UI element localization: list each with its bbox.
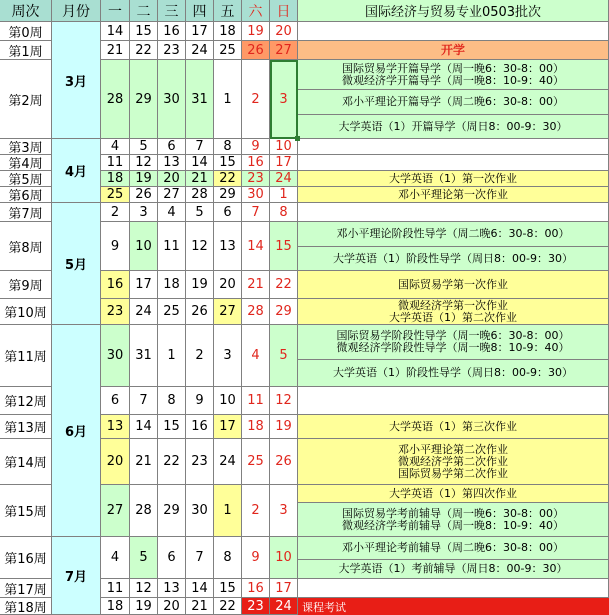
event-week3 <box>298 139 609 155</box>
date-cell[interactable]: 23 <box>158 41 186 60</box>
date-cell[interactable]: 24 <box>270 171 298 187</box>
date-cell[interactable]: 14 <box>130 415 158 439</box>
month-label: 3月 <box>52 22 101 139</box>
date-cell[interactable]: 21 <box>186 171 214 187</box>
date-cell[interactable]: 12 <box>130 579 158 598</box>
date-cell[interactable]: 20 <box>158 171 186 187</box>
header-day: 三 <box>158 0 186 22</box>
date-cell[interactable]: 2 <box>242 60 270 139</box>
date-cell[interactable]: 8 <box>214 139 242 155</box>
month-label: 6月 <box>52 325 101 537</box>
month-label: 7月 <box>52 537 101 615</box>
date-cell[interactable]: 26 <box>242 41 270 60</box>
date-cell[interactable]: 10 <box>130 222 158 271</box>
event-line: 大学英语（1）阶段性导学（周日8：00-9：30） <box>333 366 573 379</box>
date-cell[interactable]: 26 <box>270 439 298 485</box>
date-cell[interactable]: 7 <box>242 203 270 222</box>
week-label: 第13周 <box>0 415 52 439</box>
event-week2d <box>298 115 609 139</box>
date-cell[interactable]: 18 <box>101 171 130 187</box>
date-cell[interactable]: 19 <box>270 415 298 439</box>
date-cell[interactable]: 13 <box>158 155 186 171</box>
week-label: 第4周 <box>0 155 52 171</box>
event-line: 大学英语（1）考前辅导（周日8：00-9：30） <box>338 562 568 575</box>
date-cell[interactable]: 27 <box>101 485 130 537</box>
date-cell[interactable]: 14 <box>186 579 214 598</box>
date-cell[interactable]: 15 <box>130 22 158 41</box>
week-label: 第16周 <box>0 537 52 579</box>
date-cell[interactable]: 7 <box>186 139 214 155</box>
header-week: 周次 <box>0 0 52 22</box>
date-cell[interactable]: 19 <box>242 22 270 41</box>
date-cell[interactable]: 28 <box>101 60 130 139</box>
date-cell[interactable]: 31 <box>130 325 158 387</box>
date-cell[interactable]: 20 <box>270 22 298 41</box>
event-line: 邓小平理论开篇导学（周二晚6：30-8：00） <box>342 95 564 108</box>
date-cell[interactable]: 21 <box>130 439 158 485</box>
date-cell[interactable]: 7 <box>130 387 158 415</box>
header-day: 五 <box>214 0 242 22</box>
date-cell[interactable]: 25 <box>101 187 130 203</box>
date-cell[interactable]: 20 <box>214 271 242 299</box>
date-cell[interactable]: 8 <box>270 203 298 222</box>
event-week12 <box>298 387 609 415</box>
date-cell[interactable]: 26 <box>186 299 214 325</box>
date-cell[interactable]: 21 <box>186 598 214 615</box>
date-cell[interactable]: 17 <box>130 271 158 299</box>
date-cell[interactable]: 27 <box>214 299 242 325</box>
date-cell[interactable]: 8 <box>214 537 242 579</box>
date-cell[interactable]: 3 <box>130 203 158 222</box>
date-cell[interactable]: 8 <box>158 387 186 415</box>
event-line: 大学英语（1）第四次作业 <box>389 486 517 500</box>
week-label: 第14周 <box>0 439 52 485</box>
date-cell[interactable]: 24 <box>130 299 158 325</box>
date-cell[interactable]: 25 <box>242 439 270 485</box>
week-label: 第17周 <box>0 579 52 598</box>
date-cell[interactable]: 9 <box>101 222 130 271</box>
date-cell[interactable]: 21 <box>101 41 130 60</box>
event-week8a <box>298 222 609 247</box>
date-cell[interactable]: 15 <box>270 222 298 271</box>
date-cell[interactable]: 5 <box>130 537 158 579</box>
date-cell[interactable]: 6 <box>101 387 130 415</box>
date-cell[interactable]: 27 <box>270 41 298 60</box>
event-week11c <box>298 360 609 387</box>
date-cell[interactable]: 15 <box>214 155 242 171</box>
date-cell[interactable]: 4 <box>242 325 270 387</box>
date-cell[interactable]: 17 <box>270 155 298 171</box>
date-cell[interactable]: 3 <box>270 60 298 139</box>
event-line: 邓小平理论第二次作业 <box>398 442 508 456</box>
event-line: 国际贸易学第一次作业 <box>398 277 508 291</box>
date-cell[interactable]: 30 <box>101 325 130 387</box>
event-line: 国际贸易学考前辅导（周一晚6：30-8：00） <box>342 506 564 520</box>
date-cell[interactable]: 25 <box>158 299 186 325</box>
week-label: 第11周 <box>0 325 52 387</box>
date-cell[interactable]: 29 <box>270 299 298 325</box>
date-cell[interactable]: 14 <box>101 22 130 41</box>
date-cell[interactable]: 14 <box>242 222 270 271</box>
date-cell[interactable]: 9 <box>242 537 270 579</box>
date-cell[interactable]: 30 <box>186 485 214 537</box>
date-cell[interactable]: 13 <box>158 579 186 598</box>
event-week9 <box>298 271 609 299</box>
date-cell[interactable]: 16 <box>158 22 186 41</box>
date-cell[interactable]: 22 <box>214 598 242 615</box>
date-cell[interactable]: 10 <box>214 387 242 415</box>
event-line: 邓小平理论阶段性导学（周二晚6：30-8：00） <box>336 227 570 240</box>
date-cell[interactable]: 25 <box>214 41 242 60</box>
date-cell[interactable]: 22 <box>214 171 242 187</box>
date-cell[interactable]: 29 <box>214 187 242 203</box>
date-cell[interactable]: 9 <box>242 139 270 155</box>
date-cell[interactable]: 17 <box>186 22 214 41</box>
date-cell[interactable]: 29 <box>158 485 186 537</box>
month-label: 5月 <box>52 203 101 325</box>
date-cell[interactable]: 23 <box>242 171 270 187</box>
week-label: 第9周 <box>0 271 52 299</box>
date-cell[interactable]: 4 <box>158 203 186 222</box>
date-cell[interactable]: 28 <box>130 485 158 537</box>
date-cell[interactable]: 4 <box>101 537 130 579</box>
event-line: 邓小平理论考前辅导（周二晚6：30-8：00） <box>342 541 564 554</box>
event-line: 国际贸易学第二次作业 <box>398 466 508 480</box>
date-cell[interactable]: 17 <box>214 415 242 439</box>
date-cell[interactable]: 16 <box>242 579 270 598</box>
date-cell[interactable]: 13 <box>101 415 130 439</box>
date-cell[interactable]: 24 <box>214 439 242 485</box>
date-cell[interactable]: 30 <box>242 187 270 203</box>
event-week10 <box>298 299 609 325</box>
date-cell[interactable]: 19 <box>186 271 214 299</box>
week-label: 第10周 <box>0 299 52 325</box>
week-label: 第8周 <box>0 222 52 271</box>
event-line: 大学英语（1）阶段性导学（周日8：00-9：30） <box>333 251 573 265</box>
event-line: 国际贸易学开篇导学（周一晚6：30-8：00） <box>342 61 564 75</box>
date-cell[interactable]: 22 <box>130 41 158 60</box>
date-cell[interactable]: 5 <box>130 139 158 155</box>
date-cell[interactable]: 28 <box>186 187 214 203</box>
date-cell[interactable]: 2 <box>101 203 130 222</box>
date-cell[interactable]: 3 <box>214 325 242 387</box>
header-day: 四 <box>186 0 214 22</box>
week-label: 第2周 <box>0 60 52 139</box>
exam-banner: 课程考试 <box>298 598 609 615</box>
event-week11a <box>298 325 609 360</box>
event-week4 <box>298 155 609 171</box>
event-line: 微观经济学考前辅导（周一晚8：10-9：40） <box>342 518 564 532</box>
week-label: 第18周 <box>0 598 52 615</box>
date-cell[interactable]: 24 <box>186 41 214 60</box>
week-label: 第15周 <box>0 485 52 537</box>
date-cell[interactable]: 13 <box>214 222 242 271</box>
event-week5 <box>298 171 609 187</box>
date-cell[interactable]: 15 <box>158 415 186 439</box>
date-cell[interactable]: 24 <box>270 598 298 615</box>
event-week6 <box>298 187 609 203</box>
date-cell[interactable]: 31 <box>186 60 214 139</box>
date-cell[interactable]: 16 <box>101 271 130 299</box>
event-week16b <box>298 560 609 579</box>
date-cell[interactable]: 10 <box>270 139 298 155</box>
week-label: 第12周 <box>0 387 52 415</box>
event-week7 <box>298 203 609 222</box>
date-cell[interactable]: 21 <box>242 271 270 299</box>
event-week13 <box>298 415 609 439</box>
date-cell[interactable]: 6 <box>158 537 186 579</box>
date-cell[interactable]: 9 <box>186 387 214 415</box>
date-cell[interactable]: 18 <box>158 271 186 299</box>
date-cell[interactable]: 14 <box>186 155 214 171</box>
event-week14 <box>298 439 609 485</box>
date-cell[interactable]: 29 <box>130 60 158 139</box>
event-line: 开学 <box>440 43 465 57</box>
event-line: 大学英语（1）第三次作业 <box>389 419 517 433</box>
date-cell[interactable]: 1 <box>158 325 186 387</box>
header-day: 六 <box>242 0 270 22</box>
event-week2a <box>298 60 609 90</box>
week-label: 第1周 <box>0 41 52 60</box>
date-cell[interactable]: 19 <box>130 171 158 187</box>
week-label: 第6周 <box>0 187 52 203</box>
month-label: 4月 <box>52 139 101 203</box>
date-cell[interactable]: 12 <box>186 222 214 271</box>
date-cell[interactable]: 3 <box>270 485 298 537</box>
date-cell[interactable]: 11 <box>101 155 130 171</box>
event-week8b <box>298 247 609 271</box>
date-cell[interactable]: 6 <box>214 203 242 222</box>
date-cell[interactable]: 1 <box>214 60 242 139</box>
event-line: 国际贸易学阶段性导学（周一晚6：30-8：00） <box>336 329 570 342</box>
event-week17 <box>298 579 609 598</box>
date-cell[interactable]: 16 <box>186 415 214 439</box>
date-cell[interactable]: 23 <box>101 299 130 325</box>
event-week0 <box>298 22 609 41</box>
date-cell[interactable]: 18 <box>101 598 130 615</box>
event-week15b <box>298 503 609 537</box>
date-cell[interactable]: 12 <box>130 155 158 171</box>
date-cell[interactable]: 16 <box>242 155 270 171</box>
date-cell[interactable]: 19 <box>130 598 158 615</box>
event-line: 微观经济学开篇导学（周一晚8：10-9：40） <box>342 73 564 87</box>
event-week16a <box>298 537 609 560</box>
date-cell[interactable]: 26 <box>130 187 158 203</box>
date-cell[interactable]: 1 <box>270 187 298 203</box>
date-cell[interactable]: 28 <box>242 299 270 325</box>
date-cell[interactable]: 22 <box>158 439 186 485</box>
header-month: 月份 <box>52 0 101 22</box>
header-day: 二 <box>130 0 158 22</box>
week-label: 第5周 <box>0 171 52 187</box>
event-line: 微观经济学第二次作业 <box>398 454 508 468</box>
date-cell[interactable]: 12 <box>270 387 298 415</box>
date-cell[interactable]: 18 <box>242 415 270 439</box>
date-cell[interactable]: 1 <box>214 485 242 537</box>
date-cell[interactable]: 11 <box>242 387 270 415</box>
event-week2c <box>298 90 609 115</box>
date-cell[interactable]: 20 <box>101 439 130 485</box>
date-cell[interactable]: 15 <box>214 579 242 598</box>
date-cell[interactable]: 17 <box>270 579 298 598</box>
date-cell[interactable]: 6 <box>158 139 186 155</box>
date-cell[interactable]: 11 <box>158 222 186 271</box>
event-line: 微观经济学第一次作业 <box>398 299 508 312</box>
event-line: 大学英语（1）开篇导学（周日8：00-9：30） <box>338 119 568 133</box>
event-week1 <box>298 41 609 60</box>
event-line: 邓小平理论第一次作业 <box>398 187 508 201</box>
date-cell[interactable]: 23 <box>242 598 270 615</box>
week-label: 第0周 <box>0 22 52 41</box>
date-cell[interactable]: 27 <box>158 187 186 203</box>
date-cell[interactable]: 22 <box>270 271 298 299</box>
event-line: 大学英语（1）第二次作业 <box>389 310 517 324</box>
date-cell[interactable]: 30 <box>158 60 186 139</box>
date-cell[interactable]: 10 <box>270 537 298 579</box>
date-cell[interactable]: 20 <box>158 598 186 615</box>
header-day: 一 <box>101 0 130 22</box>
event-line: 微观经济学阶段性导学（周一晚8：10-9：40） <box>336 341 570 354</box>
header-title: 国际经济与贸易专业0503批次 <box>298 0 609 22</box>
date-cell[interactable]: 2 <box>186 325 214 387</box>
event-line: 大学英语（1）第一次作业 <box>389 171 517 185</box>
event-week15a <box>298 485 609 503</box>
date-cell[interactable]: 4 <box>101 139 130 155</box>
header-day: 日 <box>270 0 298 22</box>
week-label: 第3周 <box>0 139 52 155</box>
date-cell[interactable]: 2 <box>242 485 270 537</box>
date-cell[interactable]: 5 <box>186 203 214 222</box>
date-cell[interactable]: 18 <box>214 22 242 41</box>
date-cell[interactable]: 5 <box>270 325 298 387</box>
date-cell[interactable]: 11 <box>101 579 130 598</box>
week-label: 第7周 <box>0 203 52 222</box>
date-cell[interactable]: 23 <box>186 439 214 485</box>
fill-handle[interactable] <box>295 136 300 141</box>
date-cell[interactable]: 7 <box>186 537 214 579</box>
